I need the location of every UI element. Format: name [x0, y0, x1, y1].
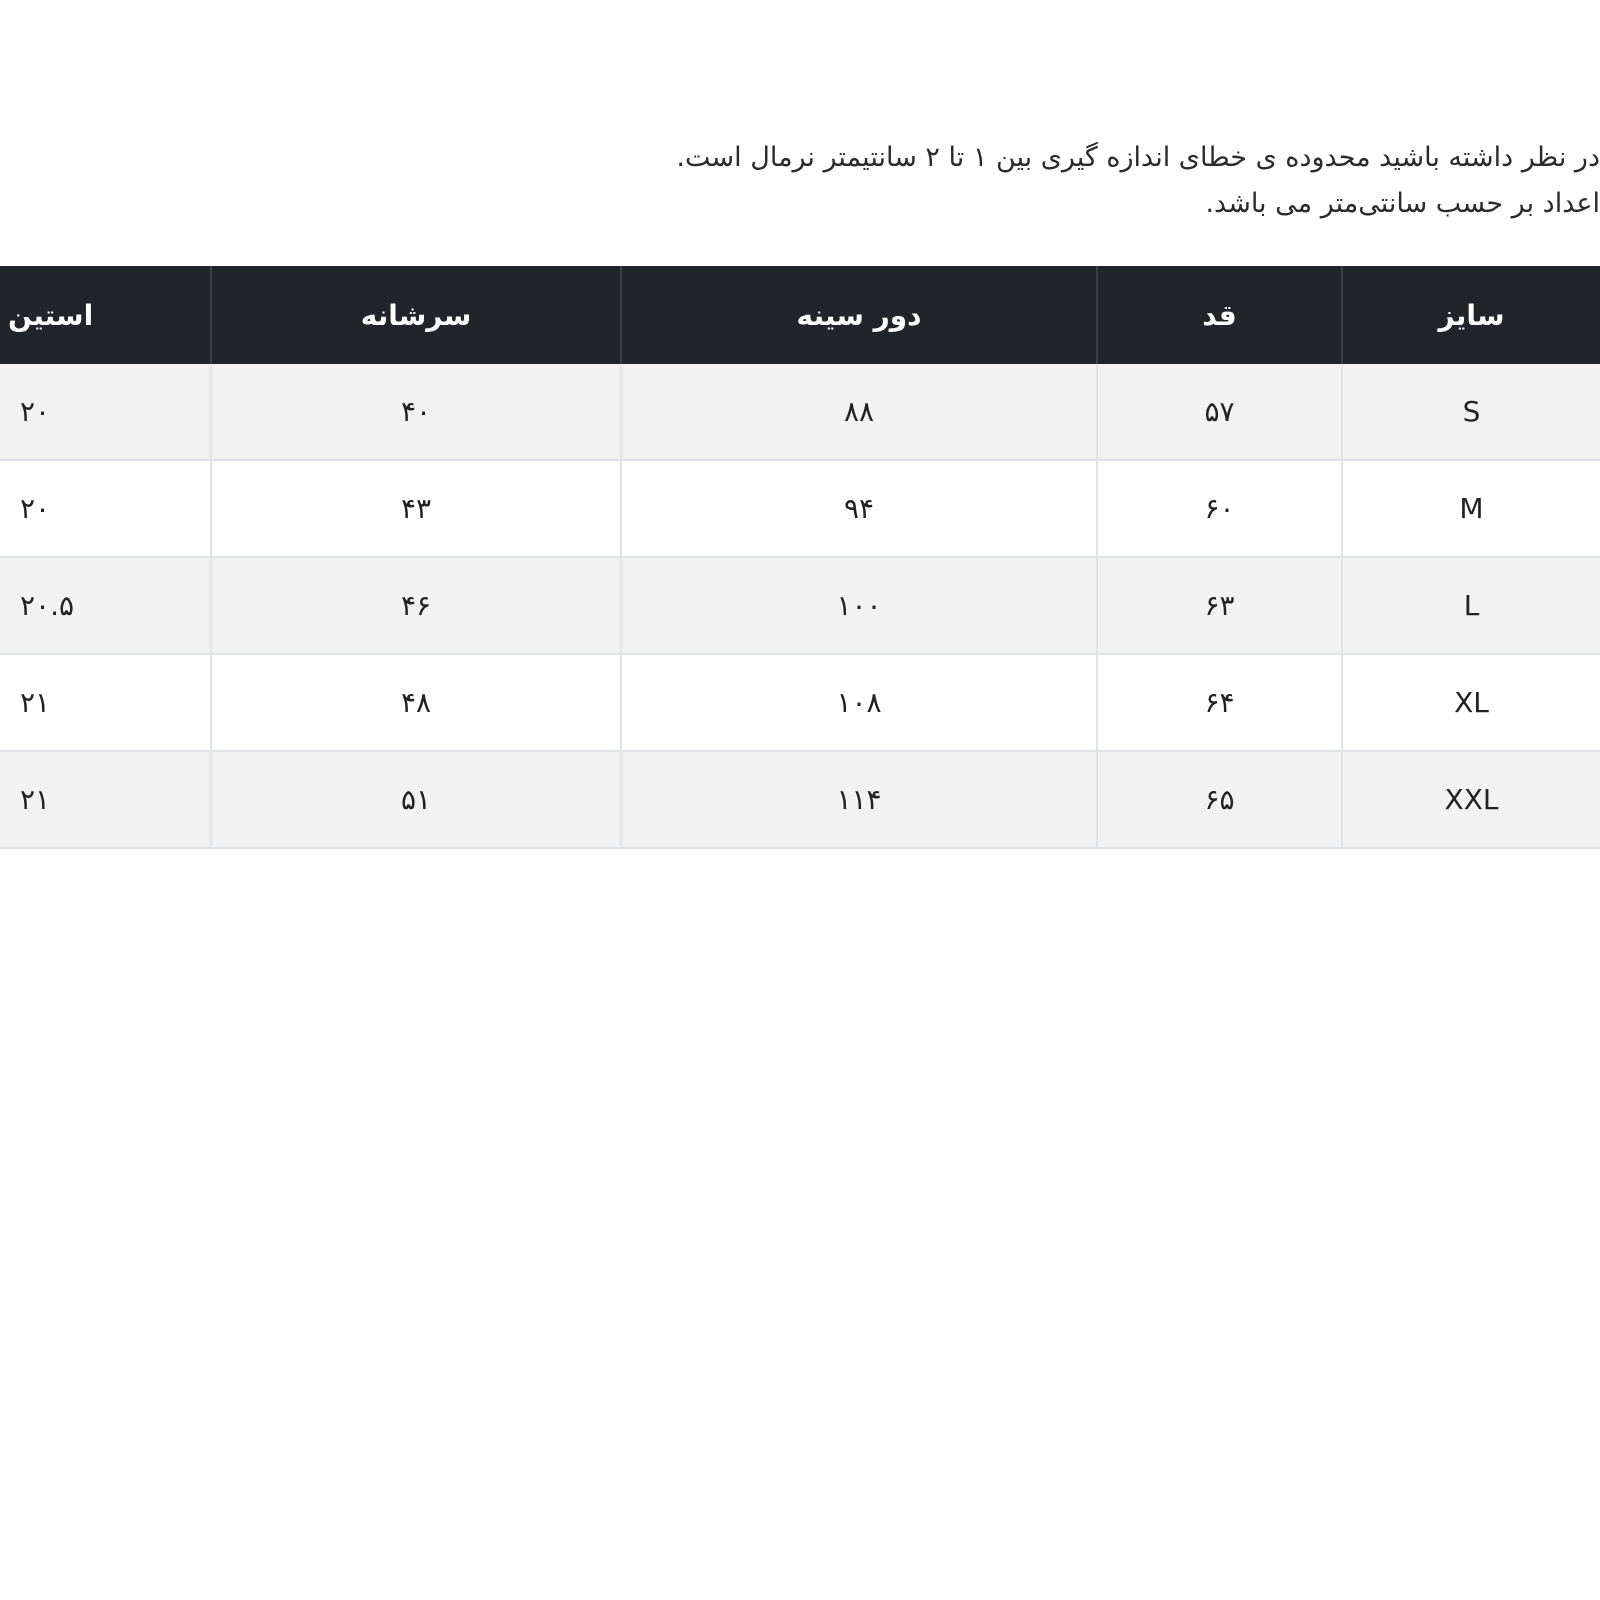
table-row [0, 751, 1600, 848]
header-row [0, 266, 1600, 364]
cell-shoulder: ۵۱ [211, 751, 621, 848]
cell-height: ۵۷ [1097, 364, 1342, 460]
unit-note: اعداد بر حسب سانتی‌متر می باشد. [1205, 188, 1600, 219]
cell-chest: ۱۰۰ [621, 557, 1097, 654]
table-row [0, 557, 1600, 654]
cell-shoulder: ۴۸ [211, 654, 621, 751]
cell-sleeve: ۲۰.۵ [0, 557, 211, 654]
cell-height: ۶۳ [1097, 557, 1342, 654]
header-sleeve: استین [0, 266, 211, 364]
size-table [0, 266, 1600, 849]
cell-height: ۶۴ [1097, 654, 1342, 751]
table-row [0, 364, 1600, 460]
cell-size: M [1342, 460, 1600, 557]
cell-sleeve: ۲۱ [0, 654, 211, 751]
cell-shoulder: ۴۶ [211, 557, 621, 654]
cell-size: L [1342, 557, 1600, 654]
header-height: قد [1097, 266, 1342, 364]
cell-shoulder: ۴۰ [211, 364, 621, 460]
cell-size: XXL [1342, 751, 1600, 848]
cell-sleeve: ۲۰ [0, 364, 211, 460]
cell-size: S [1342, 364, 1600, 460]
header-chest: دور سینه [621, 266, 1097, 364]
cell-chest: ۹۴ [621, 460, 1097, 557]
cell-chest: ۱۰۸ [621, 654, 1097, 751]
table-row [0, 460, 1600, 557]
cell-sleeve: ۲۰ [0, 460, 211, 557]
cell-shoulder: ۴۳ [211, 460, 621, 557]
cell-height: ۶۰ [1097, 460, 1342, 557]
cell-height: ۶۵ [1097, 751, 1342, 848]
size-table-header [0, 266, 1600, 364]
header-shoulder: سرشانه [211, 266, 621, 364]
cell-chest: ۸۸ [621, 364, 1097, 460]
size-table-body [0, 364, 1600, 848]
cell-sleeve: ۲۱ [0, 751, 211, 848]
header-size: سایز [1342, 266, 1600, 364]
size-notes [0, 136, 1600, 236]
measurement-error-note: در نظر داشته باشید محدوده ی خطای اندازه گیری بین ۱ تا ۲ سانتیمتر نرمال است. [676, 142, 1600, 173]
cell-chest: ۱۱۴ [621, 751, 1097, 848]
table-row [0, 654, 1600, 751]
cell-size: XL [1342, 654, 1600, 751]
